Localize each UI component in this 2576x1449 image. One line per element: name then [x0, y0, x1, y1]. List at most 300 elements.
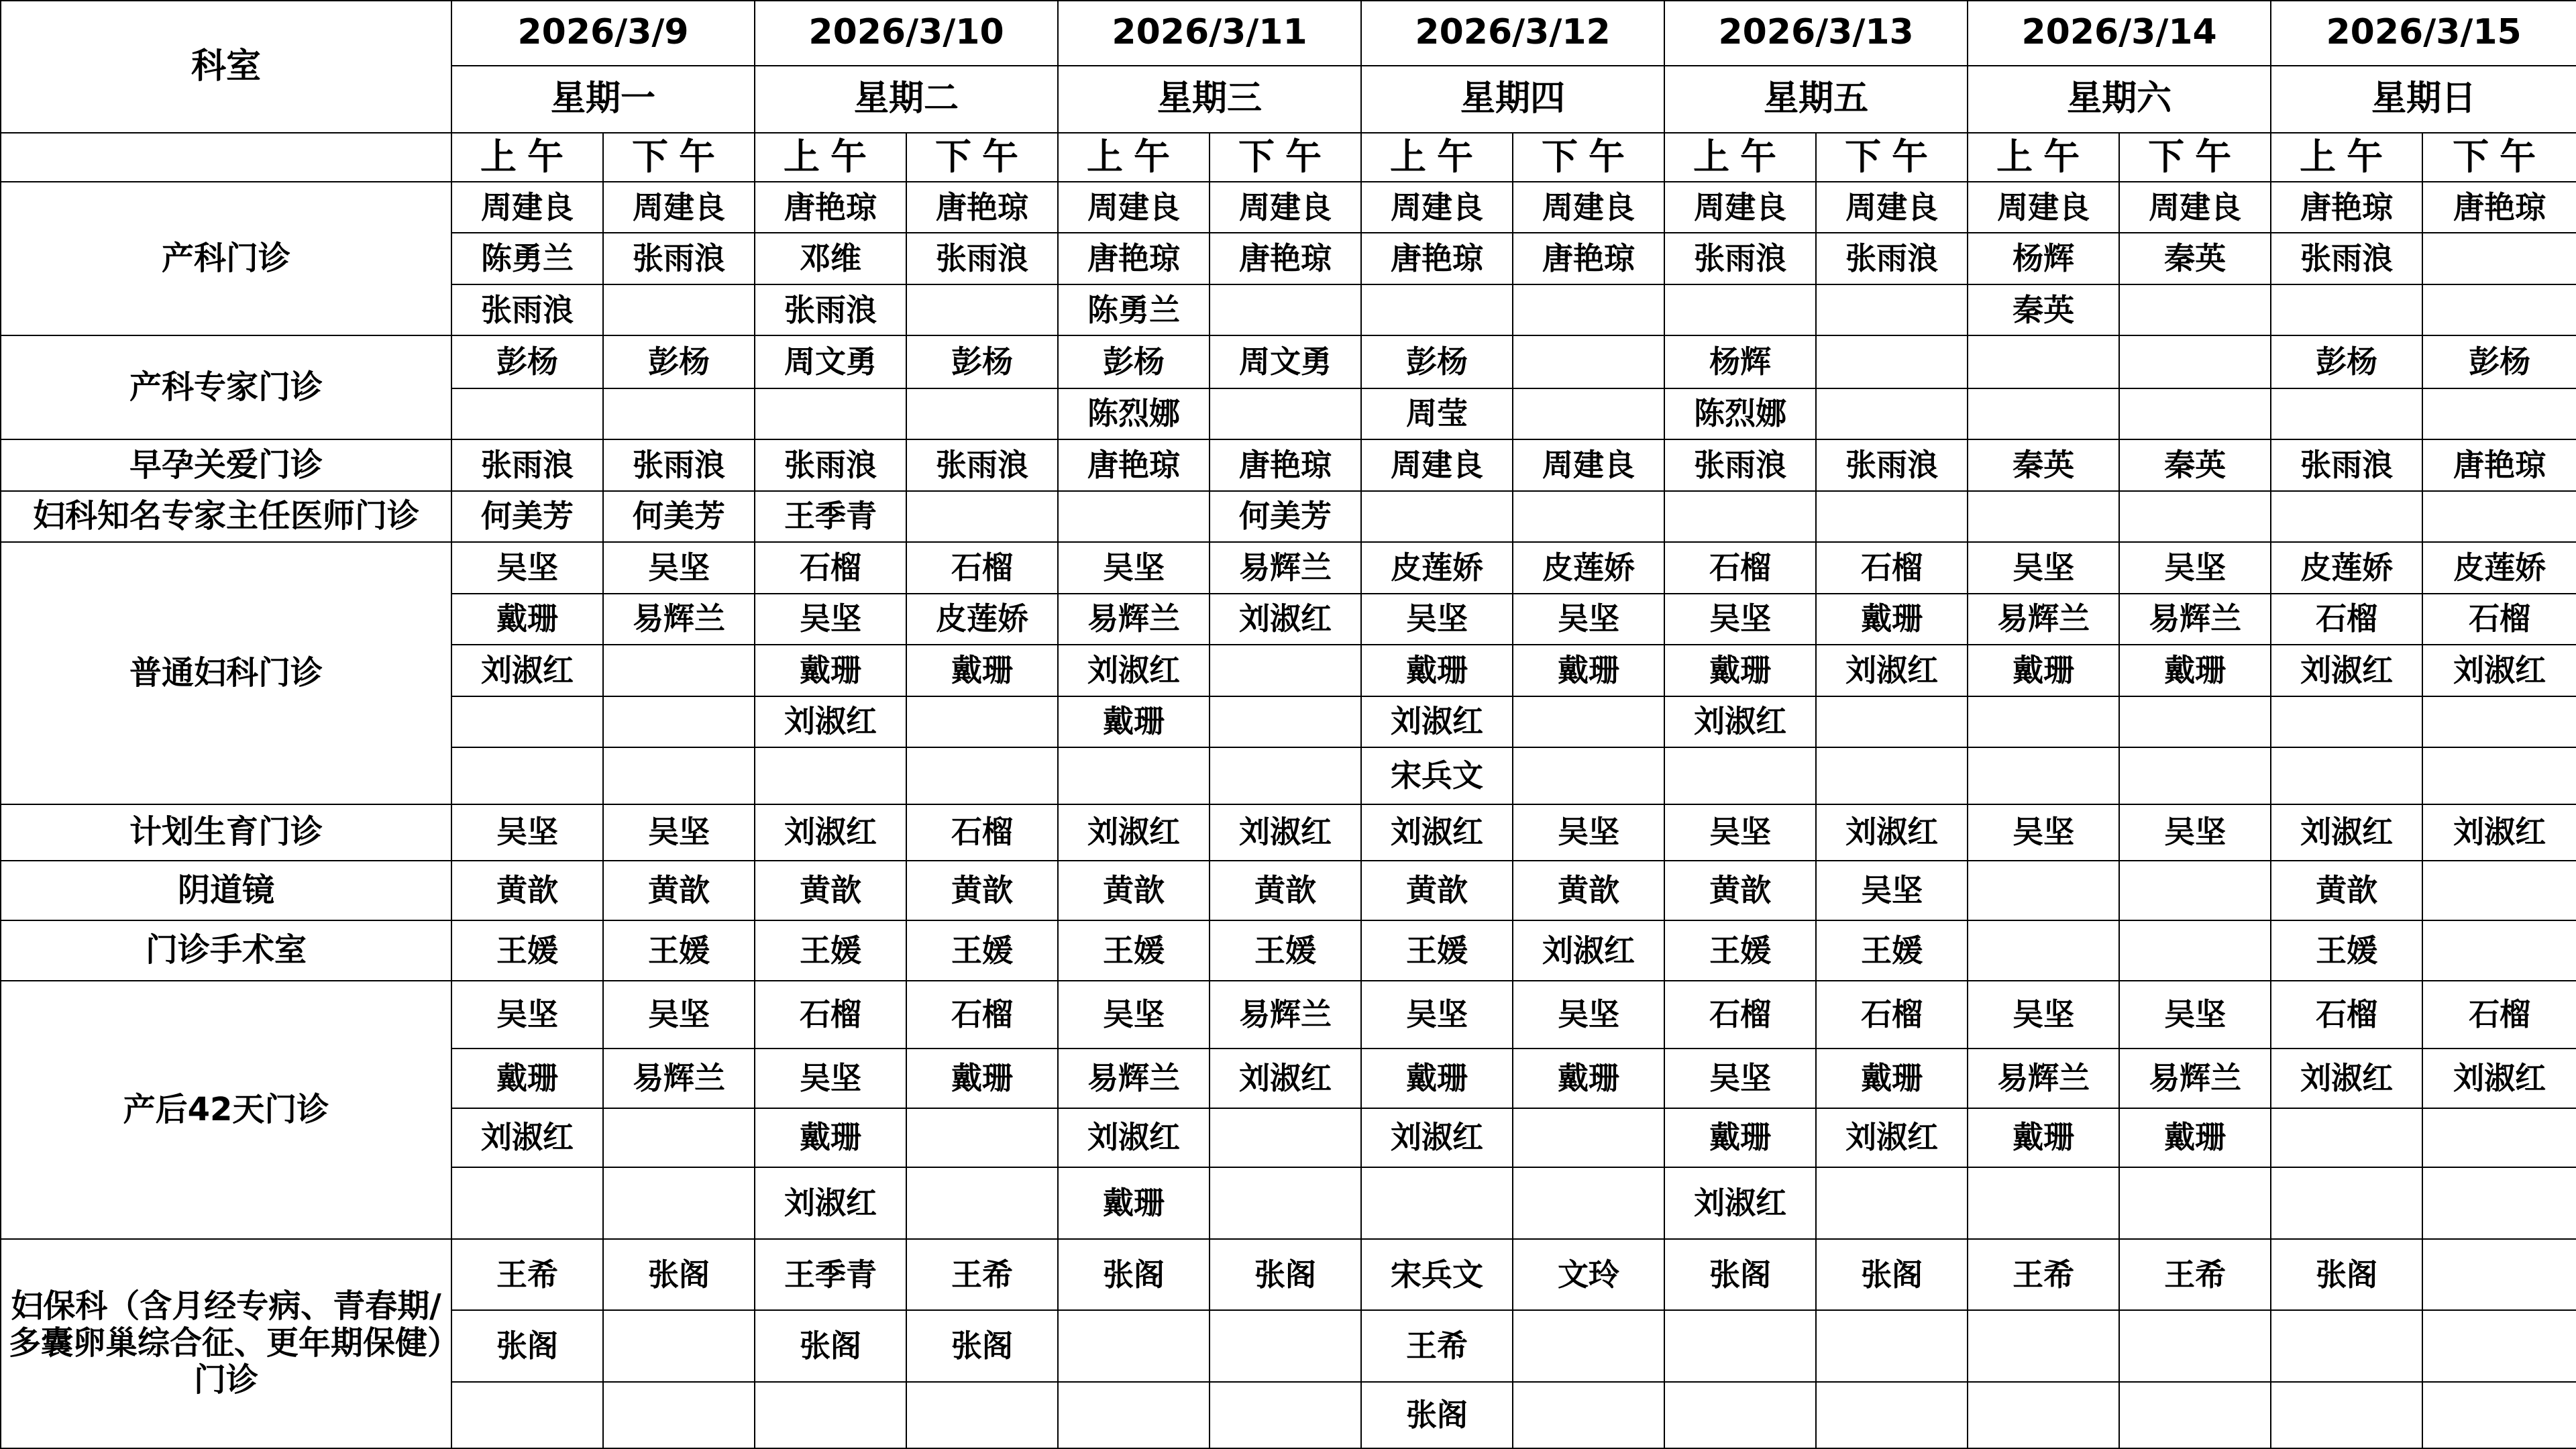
- doctor-cell: 唐艳琼: [1210, 439, 1361, 490]
- doctor-cell: [2119, 335, 2271, 388]
- doctor-cell: 张雨浪: [603, 439, 755, 490]
- doctor-cell: [1210, 747, 1361, 804]
- doctor-cell: 王希: [1968, 1239, 2119, 1311]
- department-name: 计划生育门诊: [1, 804, 451, 861]
- doctor-cell: 戴珊: [451, 1049, 603, 1108]
- doctor-cell: 刘淑红: [1513, 920, 1664, 981]
- doctor-cell: [603, 747, 755, 804]
- doctor-cell: [2119, 1310, 2271, 1382]
- doctor-cell: 刘淑红: [2422, 645, 2576, 696]
- doctor-cell: [1058, 1382, 1210, 1448]
- doctor-cell: 宋兵文: [1361, 1239, 1513, 1311]
- doctor-cell: 张阁: [906, 1310, 1058, 1382]
- doctor-cell: 戴珊: [1968, 645, 2119, 696]
- doctor-cell: [1210, 1382, 1361, 1448]
- department-header-blank: [1, 133, 451, 181]
- doctor-cell: [2271, 696, 2422, 747]
- department-name: 门诊手术室: [1, 920, 451, 981]
- doctor-cell: 张阁: [1058, 1239, 1210, 1311]
- doctor-cell: [451, 1382, 603, 1448]
- doctor-cell: [2271, 1382, 2422, 1448]
- doctor-cell: 张阁: [1664, 1239, 1816, 1311]
- doctor-cell: 唐艳琼: [1210, 233, 1361, 284]
- doctor-cell: 吴坚: [1816, 861, 1968, 920]
- weekday-header: 星期六: [1968, 66, 2271, 133]
- doctor-cell: 张雨浪: [1664, 439, 1816, 490]
- doctor-cell: [1968, 920, 2119, 981]
- doctor-cell: [906, 388, 1058, 439]
- pm-header: 下午: [1513, 133, 1664, 181]
- doctor-cell: 戴珊: [906, 645, 1058, 696]
- doctor-cell: 宋兵文: [1361, 747, 1513, 804]
- doctor-cell: 易辉兰: [1210, 542, 1361, 593]
- am-header: 上午: [2271, 133, 2422, 181]
- doctor-cell: 吴坚: [603, 804, 755, 861]
- doctor-cell: 石榴: [2271, 594, 2422, 645]
- doctor-cell: [603, 645, 755, 696]
- doctor-cell: 唐艳琼: [906, 182, 1058, 233]
- doctor-cell: 吴坚: [1058, 981, 1210, 1049]
- doctor-cell: 刘淑红: [1058, 645, 1210, 696]
- doctor-cell: 唐艳琼: [2422, 182, 2576, 233]
- doctor-cell: [2119, 747, 2271, 804]
- doctor-cell: 吴坚: [755, 594, 906, 645]
- doctor-cell: [1210, 284, 1361, 335]
- doctor-cell: [603, 1310, 755, 1382]
- doctor-cell: 易辉兰: [1968, 594, 2119, 645]
- doctor-cell: 王季青: [755, 491, 906, 542]
- doctor-cell: [1513, 1382, 1664, 1448]
- doctor-cell: 王媛: [906, 920, 1058, 981]
- doctor-cell: [1968, 491, 2119, 542]
- doctor-cell: [1210, 1108, 1361, 1168]
- doctor-cell: [2119, 920, 2271, 981]
- doctor-cell: 皮莲娇: [1361, 542, 1513, 593]
- date-header: 2026/3/14: [1968, 1, 2271, 66]
- doctor-cell: 唐艳琼: [1058, 439, 1210, 490]
- doctor-cell: 吴坚: [2119, 981, 2271, 1049]
- doctor-cell: 皮莲娇: [1513, 542, 1664, 593]
- doctor-cell: 张阁: [2271, 1239, 2422, 1311]
- am-header: 上午: [1361, 133, 1513, 181]
- doctor-cell: [1210, 1310, 1361, 1382]
- doctor-cell: [1513, 284, 1664, 335]
- doctor-cell: 戴珊: [1361, 645, 1513, 696]
- doctor-cell: [603, 1382, 755, 1448]
- doctor-cell: [2271, 1167, 2422, 1239]
- doctor-cell: 刘淑红: [1664, 1167, 1816, 1239]
- doctor-cell: 邓维: [755, 233, 906, 284]
- pm-header: 下午: [603, 133, 755, 181]
- doctor-cell: 石榴: [1816, 542, 1968, 593]
- doctor-cell: 刘淑红: [2271, 804, 2422, 861]
- doctor-cell: 戴珊: [2119, 645, 2271, 696]
- doctor-cell: 黄歆: [1210, 861, 1361, 920]
- doctor-cell: 石榴: [755, 542, 906, 593]
- doctor-cell: [2422, 861, 2576, 920]
- doctor-cell: 黄歆: [1361, 861, 1513, 920]
- doctor-cell: 文玲: [1513, 1239, 1664, 1311]
- doctor-cell: 周建良: [603, 182, 755, 233]
- department-name: 妇保科（含月经专病、青春期/多囊卵巢综合征、更年期保健）门诊: [1, 1239, 451, 1448]
- doctor-cell: [1664, 1382, 1816, 1448]
- doctor-cell: [2271, 388, 2422, 439]
- doctor-cell: 张阁: [1210, 1239, 1361, 1311]
- doctor-cell: 秦英: [2119, 233, 2271, 284]
- doctor-cell: [1513, 1310, 1664, 1382]
- doctor-cell: [2422, 920, 2576, 981]
- doctor-cell: 秦英: [1968, 284, 2119, 335]
- doctor-cell: 戴珊: [1513, 1049, 1664, 1108]
- doctor-cell: 刘淑红: [451, 1108, 603, 1168]
- doctor-cell: 吴坚: [1058, 542, 1210, 593]
- doctor-cell: [2271, 1310, 2422, 1382]
- doctor-cell: 彭杨: [1361, 335, 1513, 388]
- doctor-cell: 吴坚: [451, 981, 603, 1049]
- doctor-cell: 周建良: [1968, 182, 2119, 233]
- doctor-cell: 易辉兰: [2119, 1049, 2271, 1108]
- doctor-cell: [1968, 1382, 2119, 1448]
- department-name: 产科专家门诊: [1, 335, 451, 439]
- doctor-cell: 张雨浪: [451, 439, 603, 490]
- doctor-cell: [1210, 388, 1361, 439]
- doctor-cell: [1816, 335, 1968, 388]
- doctor-cell: [2271, 1108, 2422, 1168]
- doctor-cell: [1968, 1167, 2119, 1239]
- doctor-cell: 刘淑红: [1664, 696, 1816, 747]
- doctor-cell: [2271, 491, 2422, 542]
- doctor-cell: 王希: [451, 1239, 603, 1311]
- date-header: 2026/3/15: [2271, 1, 2576, 66]
- doctor-cell: [1816, 388, 1968, 439]
- doctor-cell: [603, 388, 755, 439]
- doctor-cell: [603, 1108, 755, 1168]
- doctor-cell: [2422, 1167, 2576, 1239]
- doctor-cell: [1664, 1310, 1816, 1382]
- doctor-cell: 吴坚: [2119, 804, 2271, 861]
- doctor-cell: [1058, 747, 1210, 804]
- doctor-cell: 张雨浪: [2271, 439, 2422, 490]
- am-header: 上午: [1058, 133, 1210, 181]
- doctor-cell: [2119, 1382, 2271, 1448]
- doctor-cell: [2422, 491, 2576, 542]
- date-header: 2026/3/10: [755, 1, 1058, 66]
- doctor-cell: 张雨浪: [603, 233, 755, 284]
- doctor-cell: [2422, 1310, 2576, 1382]
- doctor-cell: 戴珊: [1816, 1049, 1968, 1108]
- doctor-cell: [603, 284, 755, 335]
- doctor-cell: 吴坚: [1968, 542, 2119, 593]
- doctor-cell: [1816, 1310, 1968, 1382]
- doctor-cell: 何美芳: [603, 491, 755, 542]
- am-header: 上午: [755, 133, 906, 181]
- doctor-cell: 陈烈娜: [1664, 388, 1816, 439]
- doctor-cell: 张阁: [451, 1310, 603, 1382]
- doctor-cell: 张雨浪: [755, 439, 906, 490]
- doctor-cell: [1210, 1167, 1361, 1239]
- doctor-cell: [1664, 284, 1816, 335]
- doctor-cell: [1968, 1310, 2119, 1382]
- doctor-cell: [603, 696, 755, 747]
- doctor-cell: 刘淑红: [1816, 1108, 1968, 1168]
- doctor-cell: 吴坚: [603, 981, 755, 1049]
- doctor-cell: 张阁: [603, 1239, 755, 1311]
- doctor-cell: 彭杨: [2422, 335, 2576, 388]
- pm-header: 下午: [2119, 133, 2271, 181]
- doctor-cell: 张雨浪: [906, 233, 1058, 284]
- doctor-cell: 易辉兰: [1968, 1049, 2119, 1108]
- doctor-cell: 彭杨: [2271, 335, 2422, 388]
- doctor-cell: 石榴: [2422, 981, 2576, 1049]
- doctor-cell: 刘淑红: [1361, 696, 1513, 747]
- doctor-cell: 戴珊: [2119, 1108, 2271, 1168]
- doctor-cell: 黄歆: [755, 861, 906, 920]
- doctor-cell: 石榴: [2271, 981, 2422, 1049]
- doctor-cell: 周建良: [451, 182, 603, 233]
- doctor-cell: 黄歆: [2271, 861, 2422, 920]
- doctor-cell: 戴珊: [1664, 1108, 1816, 1168]
- doctor-cell: 黄歆: [1664, 861, 1816, 920]
- doctor-cell: 戴珊: [755, 645, 906, 696]
- doctor-cell: [2271, 747, 2422, 804]
- weekday-header: 星期三: [1058, 66, 1361, 133]
- doctor-cell: 吴坚: [1664, 594, 1816, 645]
- doctor-cell: [1968, 861, 2119, 920]
- doctor-cell: 石榴: [755, 981, 906, 1049]
- department-name: 早孕关爱门诊: [1, 439, 451, 490]
- doctor-cell: 戴珊: [1968, 1108, 2119, 1168]
- doctor-cell: 唐艳琼: [1513, 233, 1664, 284]
- pm-header: 下午: [2422, 133, 2576, 181]
- pm-header: 下午: [1210, 133, 1361, 181]
- doctor-cell: 王希: [2119, 1239, 2271, 1311]
- doctor-cell: 戴珊: [755, 1108, 906, 1168]
- doctor-cell: 刘淑红: [755, 696, 906, 747]
- doctor-cell: [2119, 388, 2271, 439]
- doctor-cell: 王媛: [1816, 920, 1968, 981]
- doctor-cell: 皮莲娇: [2271, 542, 2422, 593]
- doctor-cell: 王季青: [755, 1239, 906, 1311]
- doctor-cell: 黄歆: [1513, 861, 1664, 920]
- doctor-cell: 刘淑红: [755, 804, 906, 861]
- doctor-cell: 刘淑红: [1816, 804, 1968, 861]
- doctor-cell: 戴珊: [1058, 696, 1210, 747]
- doctor-cell: 刘淑红: [1361, 1108, 1513, 1168]
- doctor-cell: [451, 388, 603, 439]
- doctor-cell: [906, 1382, 1058, 1448]
- doctor-cell: 周文勇: [1210, 335, 1361, 388]
- doctor-cell: 皮莲娇: [906, 594, 1058, 645]
- doctor-cell: [1968, 335, 2119, 388]
- doctor-cell: 易辉兰: [603, 594, 755, 645]
- doctor-cell: [1513, 335, 1664, 388]
- doctor-cell: [1816, 696, 1968, 747]
- doctor-cell: 吴坚: [1513, 981, 1664, 1049]
- doctor-cell: 黄歆: [451, 861, 603, 920]
- doctor-cell: 陈勇兰: [451, 233, 603, 284]
- doctor-cell: 黄歆: [603, 861, 755, 920]
- doctor-cell: [1513, 747, 1664, 804]
- doctor-cell: [451, 747, 603, 804]
- doctor-cell: 石榴: [906, 804, 1058, 861]
- doctor-cell: 吴坚: [603, 542, 755, 593]
- doctor-cell: [451, 696, 603, 747]
- doctor-cell: 王媛: [755, 920, 906, 981]
- doctor-cell: 吴坚: [1513, 594, 1664, 645]
- doctor-cell: [906, 1108, 1058, 1168]
- doctor-cell: 吴坚: [1361, 594, 1513, 645]
- doctor-cell: 彭杨: [451, 335, 603, 388]
- doctor-cell: [755, 388, 906, 439]
- doctor-cell: 张阁: [755, 1310, 906, 1382]
- doctor-cell: 张雨浪: [1816, 233, 1968, 284]
- doctor-cell: [451, 1167, 603, 1239]
- doctor-cell: [906, 284, 1058, 335]
- doctor-cell: 戴珊: [1513, 645, 1664, 696]
- doctor-cell: [1816, 747, 1968, 804]
- doctor-cell: 黄歆: [1058, 861, 1210, 920]
- doctor-cell: [1210, 645, 1361, 696]
- doctor-cell: 吴坚: [1968, 981, 2119, 1049]
- doctor-cell: [1361, 491, 1513, 542]
- doctor-cell: 石榴: [906, 981, 1058, 1049]
- doctor-cell: [1816, 1382, 1968, 1448]
- doctor-cell: 刘淑红: [1210, 804, 1361, 861]
- weekday-header: 星期一: [451, 66, 755, 133]
- doctor-cell: 刘淑红: [1058, 804, 1210, 861]
- doctor-cell: 唐艳琼: [1058, 233, 1210, 284]
- doctor-cell: 易辉兰: [2119, 594, 2271, 645]
- doctor-cell: 彭杨: [1058, 335, 1210, 388]
- doctor-cell: 易辉兰: [1210, 981, 1361, 1049]
- doctor-cell: [1058, 1310, 1210, 1382]
- doctor-cell: 易辉兰: [1058, 1049, 1210, 1108]
- doctor-cell: [2422, 747, 2576, 804]
- doctor-cell: 周建良: [1210, 182, 1361, 233]
- doctor-cell: 刘淑红: [755, 1167, 906, 1239]
- doctor-cell: 吴坚: [1664, 1049, 1816, 1108]
- doctor-cell: 王媛: [1058, 920, 1210, 981]
- doctor-cell: [1816, 1167, 1968, 1239]
- doctor-cell: [906, 747, 1058, 804]
- doctor-cell: [1513, 1108, 1664, 1168]
- weekday-header: 星期日: [2271, 66, 2576, 133]
- doctor-cell: 彭杨: [603, 335, 755, 388]
- doctor-cell: [1361, 1167, 1513, 1239]
- doctor-cell: 刘淑红: [1816, 645, 1968, 696]
- doctor-cell: 杨辉: [1664, 335, 1816, 388]
- doctor-cell: 周建良: [1361, 182, 1513, 233]
- doctor-cell: [2119, 1167, 2271, 1239]
- date-header: 2026/3/11: [1058, 1, 1361, 66]
- doctor-cell: 刘淑红: [2271, 645, 2422, 696]
- doctor-cell: 唐艳琼: [2271, 182, 2422, 233]
- doctor-cell: 王媛: [603, 920, 755, 981]
- doctor-cell: 刘淑红: [2422, 1049, 2576, 1108]
- doctor-cell: [1513, 1167, 1664, 1239]
- doctor-cell: 周建良: [1513, 182, 1664, 233]
- weekday-header: 星期五: [1664, 66, 1968, 133]
- doctor-cell: 吴坚: [1361, 981, 1513, 1049]
- doctor-cell: [2119, 491, 2271, 542]
- am-header: 上午: [451, 133, 603, 181]
- doctor-cell: 周建良: [1513, 439, 1664, 490]
- doctor-cell: 吴坚: [2119, 542, 2271, 593]
- doctor-cell: 何美芳: [451, 491, 603, 542]
- doctor-cell: 唐艳琼: [1361, 233, 1513, 284]
- date-header: 2026/3/9: [451, 1, 755, 66]
- doctor-cell: [2119, 861, 2271, 920]
- weekday-header: 星期二: [755, 66, 1058, 133]
- doctor-cell: [2422, 696, 2576, 747]
- doctor-cell: 何美芳: [1210, 491, 1361, 542]
- doctor-cell: 周建良: [2119, 182, 2271, 233]
- doctor-cell: [2422, 1108, 2576, 1168]
- doctor-cell: 戴珊: [1816, 594, 1968, 645]
- doctor-cell: 张雨浪: [906, 439, 1058, 490]
- doctor-cell: 张雨浪: [1664, 233, 1816, 284]
- doctor-cell: 吴坚: [755, 1049, 906, 1108]
- doctor-cell: 周建良: [1058, 182, 1210, 233]
- doctor-cell: 吴坚: [1664, 804, 1816, 861]
- doctor-cell: 周建良: [1664, 182, 1816, 233]
- doctor-cell: 王媛: [1210, 920, 1361, 981]
- doctor-cell: [2271, 284, 2422, 335]
- doctor-cell: 戴珊: [906, 1049, 1058, 1108]
- doctor-cell: 刘淑红: [2271, 1049, 2422, 1108]
- doctor-cell: 周建良: [1361, 439, 1513, 490]
- doctor-cell: 石榴: [906, 542, 1058, 593]
- doctor-cell: 刘淑红: [1210, 594, 1361, 645]
- doctor-cell: 易辉兰: [603, 1049, 755, 1108]
- doctor-cell: 石榴: [1816, 981, 1968, 1049]
- department-name: 产科门诊: [1, 182, 451, 335]
- doctor-cell: 吴坚: [1968, 804, 2119, 861]
- doctor-cell: 王希: [906, 1239, 1058, 1311]
- department-header: 科室: [1, 1, 451, 133]
- doctor-cell: [1513, 696, 1664, 747]
- doctor-cell: [2119, 696, 2271, 747]
- doctor-cell: [2119, 284, 2271, 335]
- doctor-cell: 吴坚: [451, 804, 603, 861]
- doctor-cell: 戴珊: [1361, 1049, 1513, 1108]
- doctor-cell: 刘淑红: [451, 645, 603, 696]
- department-name: 产后42天门诊: [1, 981, 451, 1238]
- date-header: 2026/3/13: [1664, 1, 1968, 66]
- doctor-cell: 王媛: [2271, 920, 2422, 981]
- doctor-cell: 刘淑红: [1210, 1049, 1361, 1108]
- doctor-cell: 陈烈娜: [1058, 388, 1210, 439]
- doctor-cell: 石榴: [1664, 542, 1816, 593]
- doctor-cell: [1513, 491, 1664, 542]
- doctor-cell: 刘淑红: [1058, 1108, 1210, 1168]
- doctor-cell: [906, 491, 1058, 542]
- doctor-cell: [1968, 696, 2119, 747]
- doctor-cell: 石榴: [2422, 594, 2576, 645]
- doctor-cell: 唐艳琼: [755, 182, 906, 233]
- weekday-header: 星期四: [1361, 66, 1664, 133]
- doctor-cell: 张雨浪: [755, 284, 906, 335]
- doctor-cell: 石榴: [1664, 981, 1816, 1049]
- doctor-cell: 周建良: [1816, 182, 1968, 233]
- doctor-cell: 刘淑红: [2422, 804, 2576, 861]
- am-header: 上午: [1664, 133, 1816, 181]
- doctor-cell: 王媛: [451, 920, 603, 981]
- doctor-cell: 周莹: [1361, 388, 1513, 439]
- doctor-cell: [906, 1167, 1058, 1239]
- doctor-cell: [2422, 284, 2576, 335]
- doctor-cell: [1664, 747, 1816, 804]
